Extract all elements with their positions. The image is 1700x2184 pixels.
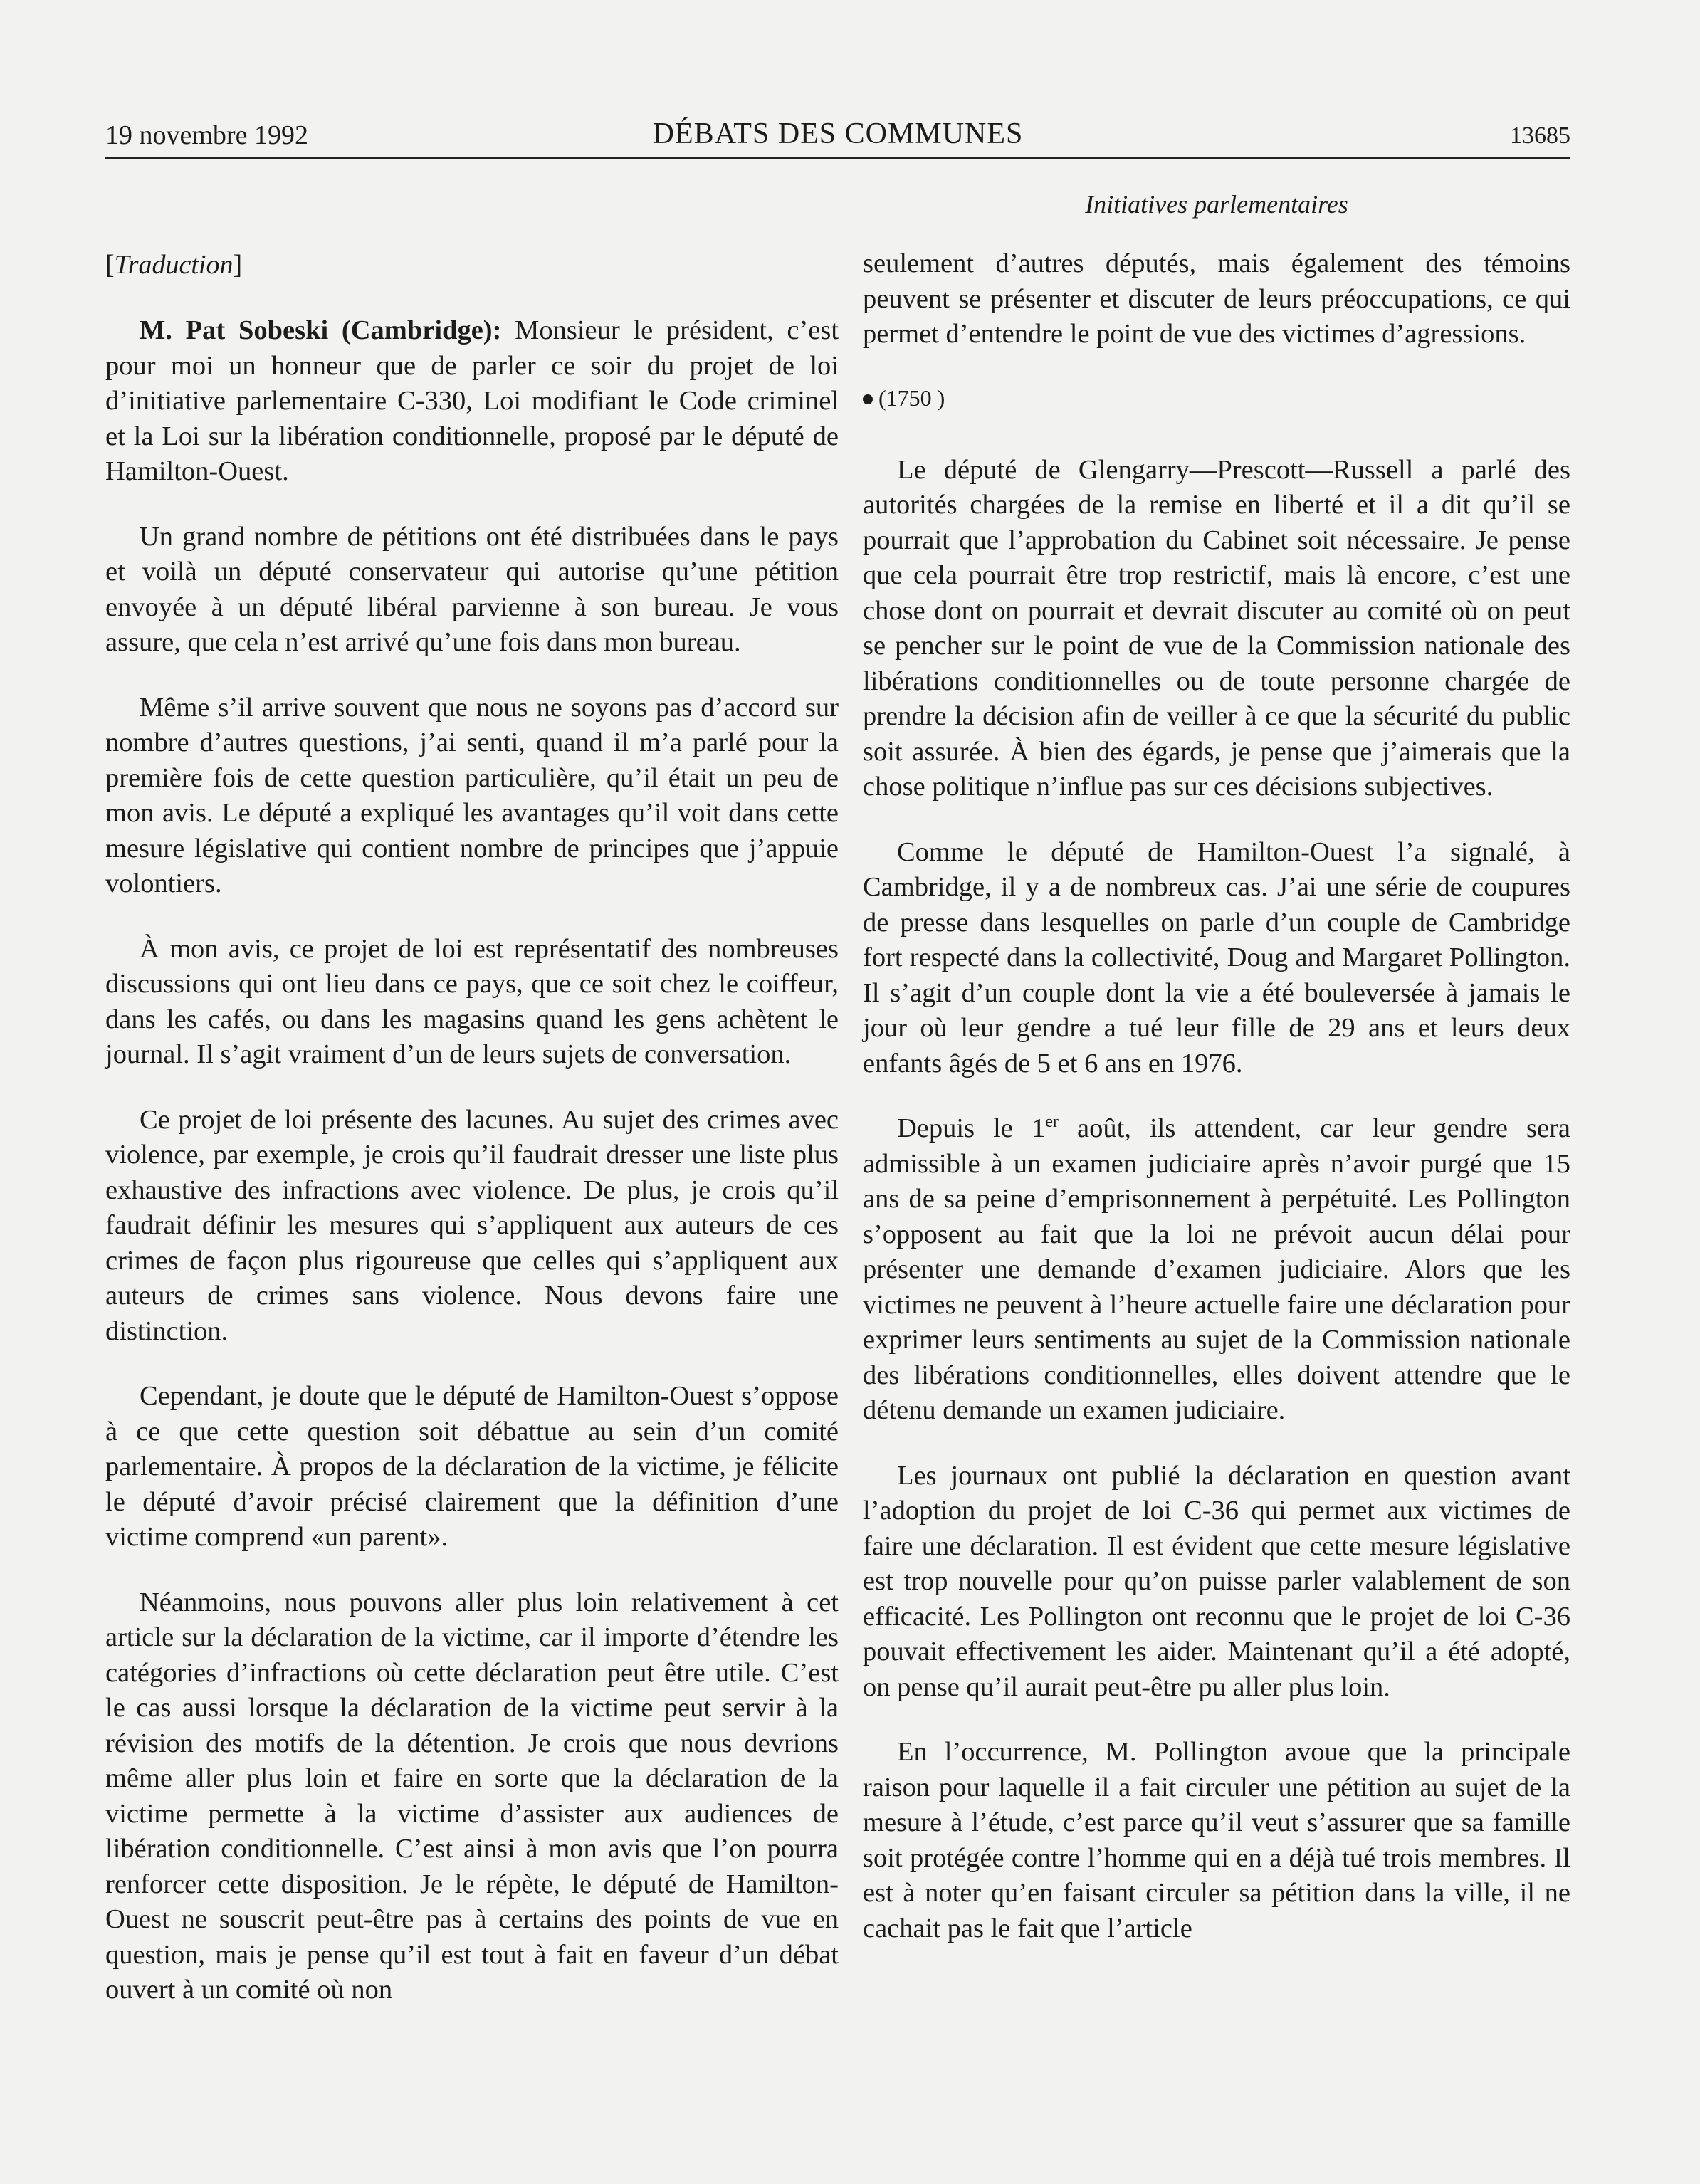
paragraph: À mon avis, ce projet de loi est représentatif des nombreuses discussions qui ont lieu dans ce pays, que ce soit chez le coiffeur, dans les cafés, ou dans les magasins quand les gens achètent le journal. Il s’agit vraiment d’un de leurs sujets de conversation. xyxy=(105,933,839,1069)
paragraph: En l’occurrence, M. Pollington avoue que la principale raison pour laquelle il a fait circuler une pétition au sujet de la mesure à l’étude, c’est parce qu’il veut s’assurer que sa famille soit protégée contre l’homme qui en a déjà tué trois membres. Il est à noter qu’en faisant circuler sa pétition dans la ville, il ne cachait pas le fait que l’article xyxy=(863,1737,1570,1943)
speaker-name: M. Pat Sobeski (Cambridge): xyxy=(140,315,502,345)
paragraph: Le député de Glengarry—Prescott—Russell a parlé des autorités chargées de la remise en liberté et il a dit qu’il se pourrait que l’approbation du Cabinet soit nécessaire. Je pense que cela pourrait être trop restrictif, mais là encore, c’est une chose dont on pourrait et devrait discuter au comité où on peut se pencher sur le point de vue de la Commission nationale des libérations conditionnelles ou de toute personne chargée de prendre la décision afin de veiller à ce que la sécurité du public soit assurée. À bien des égards, je pense que j’aimerais que la chose politique n’influe pas sur ces décisions subjectives. xyxy=(863,454,1570,802)
paragraph xyxy=(105,313,839,490)
paragraph: Ce projet de loi présente des lacunes. Au sujet des crimes avec violence, par exemple, je crois qu’il faudrait dresser une liste plus exhaustive des infractions avec violence. De plus, je crois qu’il faudrait définir les mesures qui s’appliquent aux auteurs de ces crimes de façon plus rigoureuse que celles qui s’appliquent aux auteurs de crimes sans violence. Nous devons faire une distinction. xyxy=(105,1104,839,1346)
paragraph: Comme le député de Hamilton-Ouest l’a signalé, à Cambridge, il y a de nombreux cas. J’ai une série de coupures de presse dans lesquelles on parle d’un couple de Cambridge fort respecté dans la collectivité, Doug and Margaret Pollington. Il s’agit d’un couple dont la vie a été bouleversée à jamais le jour où leur gendre a tué leur fille de 29 ans et leurs deux enfants âgés de 5 et 6 ans en 1976. xyxy=(863,836,1570,1078)
left-column xyxy=(105,249,839,2008)
paragraph xyxy=(863,1111,1570,1429)
paragraph: Cependant, je doute que le député de Hamilton-Ouest s’oppose à ce que cette question soit débattue au sein d’un comité parlementaire. À propos de la déclaration de la victime, je félicite le député d’avoir précisé clairement que la définition d’une victime comprend «un parent». xyxy=(105,1381,839,1552)
paragraph: Même s’il arrive souvent que nous ne soyons pas d’accord sur nombre d’autres questions, j’ai senti, quand il m’a parlé pour la première fois de cette question particulière, qu’il était un peu de mon avis. Le député a expliqué les avantages qu’il voit dans cette mesure législative qui contient nombre de principes que j’appuie volontiers. xyxy=(105,692,839,898)
page-number: 13685 xyxy=(1510,122,1570,149)
right-column xyxy=(863,246,1570,1946)
header-date: 19 novembre 1992 xyxy=(105,120,308,150)
running-header xyxy=(105,112,1570,159)
paragraph-text: Monsieur le président, c’est pour moi un honneur que de parler ce soir du projet de loi d’initiative parlementaire C-330, Loi modifiant le Code criminel et la Loi sur la libération conditionnelle, proposé par le député de Hamilton-Ouest. xyxy=(105,315,839,486)
section-title: Initiatives parlementaires xyxy=(1085,190,1348,219)
paragraph-text: août, ils attendent, car leur gendre sera admissible à un examen judiciaire après n’avoir purgé que 15 ans de sa peine d’emprisonnement à perpétuité. Les Pollington s’opposent au fait que la loi ne prévoit aucun délai pour présenter une demande d’examen judiciaire. Alors que les victimes ne peuvent à l’heure actuelle faire une déclaration pour exprimer leurs sentiments au sujet de la Commission nationale des libérations conditionnelles, elles doivent attendre que le détenu demande un examen judiciaire. xyxy=(863,1113,1570,1425)
header-title: DÉBATS DES COMMUNES xyxy=(652,117,1024,150)
bullet-icon xyxy=(863,394,873,404)
paragraph-text: Depuis le 1 xyxy=(897,1113,1046,1143)
paragraph: seulement d’autres députés, mais également des témoins peuvent se présenter et discuter de leurs préoccupations, ce qui permet d’entendre le point de vue des victimes d’agressions. xyxy=(863,248,1570,349)
superscript: er xyxy=(1045,1113,1059,1132)
timestamp-text: (1750 ) xyxy=(878,384,945,411)
timestamp xyxy=(863,385,1570,411)
translation-note: [Traduction] xyxy=(105,250,243,280)
translation-note-text: Traduction xyxy=(114,250,234,280)
paragraph: Les journaux ont publié la déclaration en question avant l’adoption du projet de loi C-36 qui permet aux victimes de faire une déclaration. Il est évident que cette mesure législative est trop nouvelle pour qu’on puisse parler valablement de son efficacité. Les Pollington ont reconnu que le projet de loi C-36 pouvait effectivement les aider. Maintenant qu’il a été adopté, on pense qu’il aurait peut-être pu aller plus loin. xyxy=(863,1460,1570,1702)
paragraph: Néanmoins, nous pouvons aller plus loin relativement à cet article sur la déclaration de la victime, car il importe d’étendre les catégories d’infractions où cette déclaration peut être utile. C’est le cas aussi lorsque la déclaration de la victime peut servir à la révision des motifs de la détention. Je crois que nous devrions même aller plus loin et faire en sorte que la déclaration de la victime permette à la victime d’assister aux audiences de libération conditionnelle. C’est ainsi à mon avis que l’on pourra renforcer cette disposition. Je le répète, le député de Hamilton-Ouest ne souscrit peut-être pas à certains des points de vue en question, mais je pense qu’il est tout à fait en faveur d’un débat ouvert à un comité où non xyxy=(105,1587,839,2005)
paragraph: Un grand nombre de pétitions ont été distribuées dans le pays et voilà un député conservateur qui autorise qu’une pétition envoyée à un député libéral parvienne à son bureau. Je vous assure, que cela n’est arrivé qu’une fois dans mon bureau. xyxy=(105,521,839,657)
